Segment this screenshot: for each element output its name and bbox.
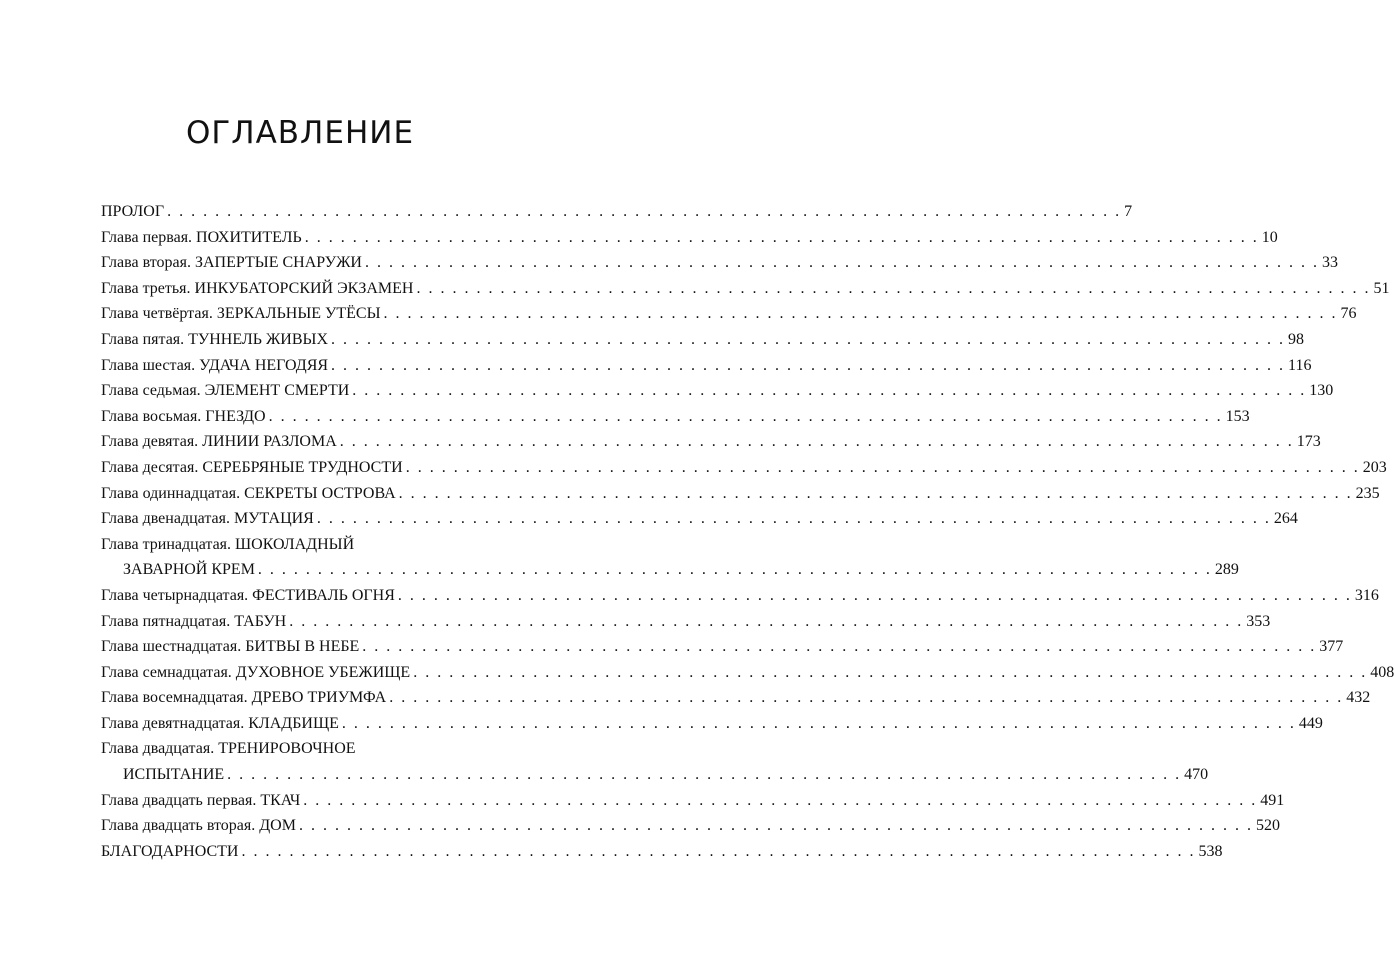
toc-entry-page-number: 353 [1246,612,1271,630]
dot-leader: . . . . . . . . . . . . . . . . . . . . . . . . . . . . . . . . . . . . . . . . . . . . . . . . . . . . . . . . . . . . . . . . . . . . . . . . . . . . . . . . [268,407,1223,425]
toc-entry-label-continued: ЗАВАРНОЙ КРЕМ [123,561,255,579]
dot-leader: . . . . . . . . . . . . . . . . . . . . . . . . . . . . . . . . . . . . . . . . . . . . . . . . . . . . . . . . . . . . . . . . . . . . . . . . . . . . . . . . [383,305,1338,323]
toc-entry-page-number: 264 [1273,510,1298,528]
toc-entry-page-number: 33 [1321,254,1338,272]
toc-entry-page-number: 10 [1261,228,1278,246]
dot-leader: . . . . . . . . . . . . . . . . . . . . . . . . . . . . . . . . . . . . . . . . . . . . . . . . . . . . . . . . . . . . . . . . . . . . . . . . . . . . . . . . [298,817,1253,835]
dot-leader: . . . . . . . . . . . . . . . . . . . . . . . . . . . . . . . . . . . . . . . . . . . . . . . . . . . . . . . . . . . . . . . . . . . . . . . . . . . . . . . . [257,561,1212,579]
toc-entry [101,250,1338,276]
dot-leader: . . . . . . . . . . . . . . . . . . . . . . . . . . . . . . . . . . . . . . . . . . . . . . . . . . . . . . . . . . . . . . . . . . . . . . . . . . . . . . . . [167,203,1122,220]
toc-entry-page-number: 432 [1346,689,1371,707]
toc-entry [101,660,1394,686]
toc-entry [101,429,1321,455]
toc-entry [101,634,1344,660]
toc-entry-label: Глава первая. ПОХИТИТЕЛЬ [101,228,302,246]
toc-entry-label: Глава двадцатая. ТРЕНИРОВОЧНОЕ [101,740,356,758]
toc-entry-label: Глава пятая. ТУННЕЛЬ ЖИВЫХ [101,330,329,348]
toc-entry [101,736,1209,787]
toc-entry-page-number: 76 [1340,305,1357,323]
toc-entry [101,199,1133,225]
toc-entry-page-number: 51 [1373,279,1390,297]
toc-entry-page-number: 377 [1319,638,1344,656]
toc-entry-label: Глава третья. ИНКУБАТОРСКИЙ ЭКЗАМЕН [101,279,414,297]
toc-entry-label: Глава четвёртая. ЗЕРКАЛЬНЫЕ УТЁСЫ [101,305,381,323]
dot-leader: . . . . . . . . . . . . . . . . . . . . . . . . . . . . . . . . . . . . . . . . . . . . . . . . . . . . . . . . . . . . . . . . . . . . . . . . . . . . . . . . [339,433,1294,451]
dot-leader: . . . . . . . . . . . . . . . . . . . . . . . . . . . . . . . . . . . . . . . . . . . . . . . . . . . . . . . . . . . . . . . . . . . . . . . . . . . . . . . . [316,510,1271,528]
toc-entry-page-number: 520 [1255,817,1280,835]
toc-entry [101,404,1250,430]
toc-entry-label: Глава пятнадцатая. ТАБУН [101,612,287,630]
toc-entry-label: Глава одиннадцатая. СЕКРЕТЫ ОСТРОВА [101,484,396,502]
toc-entry-label-continued: ИСПЫТАНИЕ [123,766,225,784]
toc-entry-label: Глава восьмая. ГНЕЗДО [101,407,266,425]
toc-entry [101,839,1223,865]
toc-entry-page-number: 235 [1355,484,1380,502]
page-title: ОГЛАВЛЕНИЕ [185,115,415,151]
toc-entry-label: Глава четырнадцатая. ФЕСТИВАЛЬ ОГНЯ [101,586,395,604]
dot-leader: . . . . . . . . . . . . . . . . . . . . . . . . . . . . . . . . . . . . . . . . . . . . . . . . . . . . . . . . . . . . . . . . . . . . . . . . . . . . . . . . [304,228,1259,246]
dot-leader: . . . . . . . . . . . . . . . . . . . . . . . . . . . . . . . . . . . . . . . . . . . . . . . . . . . . . . . . . . . . . . . . . . . . . . . . . . . . . . . . [303,791,1258,809]
toc-entry-page-number: 538 [1198,842,1223,860]
toc-entry-page-number: 130 [1309,382,1334,400]
toc-entry-label: Глава седьмая. ЭЛЕМЕНТ СМЕРТИ [101,382,350,400]
toc-entry [101,378,1334,404]
toc-entry-label: Глава шестнадцатая. БИТВЫ В НЕБЕ [101,638,360,656]
toc-list [101,199,1394,864]
toc-entry [101,455,1387,481]
dot-leader: . . . . . . . . . . . . . . . . . . . . . . . . . . . . . . . . . . . . . . . . . . . . . . . . . . . . . . . . . . . . . . . . . . . . . . . . . . . . . . . . [331,330,1286,348]
toc-entry-label: Глава тринадцатая. ШОКОЛАДНЫЙ [101,535,355,553]
dot-leader: . . . . . . . . . . . . . . . . . . . . . . . . . . . . . . . . . . . . . . . . . . . . . . . . . . . . . . . . . . . . . . . . . . . . . . . . . . . . . . . . [405,458,1360,476]
dot-leader: . . . . . . . . . . . . . . . . . . . . . . . . . . . . . . . . . . . . . . . . . . . . . . . . . . . . . . . . . . . . . . . . . . . . . . . . . . . . . . . . [389,689,1344,707]
dot-leader: . . . . . . . . . . . . . . . . . . . . . . . . . . . . . . . . . . . . . . . . . . . . . . . . . . . . . . . . . . . . . . . . . . . . . . . . . . . . . . . . [362,638,1317,656]
toc-entry [101,532,1239,583]
toc-entry [101,225,1278,251]
toc-entry-page-number: 491 [1260,791,1285,809]
toc-entry-label: Глава восемнадцатая. ДРЕВО ТРИУМФА [101,689,387,707]
toc-entry-page-number: 408 [1370,663,1394,681]
toc-entry [101,609,1271,635]
toc-entry [101,711,1323,737]
toc-entry-page-number: 203 [1362,458,1387,476]
toc-entry [101,353,1312,379]
toc-entry-label: Глава семнадцатая. ДУХОВНОЕ УБЕЖИЩЕ [101,663,411,681]
dot-leader: . . . . . . . . . . . . . . . . . . . . . . . . . . . . . . . . . . . . . . . . . . . . . . . . . . . . . . . . . . . . . . . . . . . . . . . . . . . . . . . . [227,766,1182,784]
toc-entry [101,788,1285,814]
toc-entry-page-number: 173 [1296,433,1321,451]
toc-entry [101,276,1390,302]
toc-entry-page-number: 316 [1354,586,1379,604]
dot-leader: . . . . . . . . . . . . . . . . . . . . . . . . . . . . . . . . . . . . . . . . . . . . . . . . . . . . . . . . . . . . . . . . . . . . . . . . . . . . . . . . [341,714,1296,732]
toc-entry-page-number: 449 [1298,714,1323,732]
toc-entry-label: БЛАГОДАРНОСТИ [101,842,239,860]
dot-leader: . . . . . . . . . . . . . . . . . . . . . . . . . . . . . . . . . . . . . . . . . . . . . . . . . . . . . . . . . . . . . . . . . . . . . . . . . . . . . . . . [397,586,1352,604]
toc-entry-page-number: 470 [1184,766,1209,784]
toc-entry-page-number: 116 [1288,356,1312,374]
toc-entry [101,301,1357,327]
toc-entry-label: Глава вторая. ЗАПЕРТЫЕ СНАРУЖИ [101,254,362,272]
toc-entry [101,481,1380,507]
toc-entry-page-number: 7 [1124,203,1133,220]
toc-entry-label: Глава девятая. ЛИНИИ РАЗЛОМА [101,433,337,451]
toc-entry [101,583,1379,609]
dot-leader: . . . . . . . . . . . . . . . . . . . . . . . . . . . . . . . . . . . . . . . . . . . . . . . . . . . . . . . . . . . . . . . . . . . . . . . . . . . . . . . . [331,356,1286,374]
dot-leader: . . . . . . . . . . . . . . . . . . . . . . . . . . . . . . . . . . . . . . . . . . . . . . . . . . . . . . . . . . . . . . . . . . . . . . . . . . . . . . . . [416,279,1371,297]
toc-entry-label: ПРОЛОГ [101,203,165,220]
toc-entry-label: Глава шестая. УДАЧА НЕГОДЯЯ [101,356,329,374]
dot-leader: . . . . . . . . . . . . . . . . . . . . . . . . . . . . . . . . . . . . . . . . . . . . . . . . . . . . . . . . . . . . . . . . . . . . . . . . . . . . . . . . [241,842,1196,860]
dot-leader: . . . . . . . . . . . . . . . . . . . . . . . . . . . . . . . . . . . . . . . . . . . . . . . . . . . . . . . . . . . . . . . . . . . . . . . . . . . . . . . . [413,663,1368,681]
toc-entry-page-number: 153 [1225,407,1250,425]
toc-entry [101,813,1280,839]
toc-entry-label: Глава десятая. СЕРЕБРЯНЫЕ ТРУДНОСТИ [101,458,403,476]
toc-entry [101,327,1305,353]
toc-entry [101,685,1371,711]
toc-entry-page-number: 98 [1288,330,1305,348]
toc-entry-label: Глава двадцать вторая. ДОМ [101,817,296,835]
dot-leader: . . . . . . . . . . . . . . . . . . . . . . . . . . . . . . . . . . . . . . . . . . . . . . . . . . . . . . . . . . . . . . . . . . . . . . . . . . . . . . . . [289,612,1244,630]
toc-entry-label: Глава двенадцатая. МУТАЦИЯ [101,510,314,528]
toc-entry [101,506,1298,532]
toc-entry-label: Глава двадцать первая. ТКАЧ [101,791,301,809]
dot-leader: . . . . . . . . . . . . . . . . . . . . . . . . . . . . . . . . . . . . . . . . . . . . . . . . . . . . . . . . . . . . . . . . . . . . . . . . . . . . . . . . [364,254,1319,272]
dot-leader: . . . . . . . . . . . . . . . . . . . . . . . . . . . . . . . . . . . . . . . . . . . . . . . . . . . . . . . . . . . . . . . . . . . . . . . . . . . . . . . . [352,382,1307,400]
toc-entry-label: Глава девятнадцатая. КЛАДБИЩЕ [101,714,339,732]
toc-entry-page-number: 289 [1214,561,1239,579]
dot-leader: . . . . . . . . . . . . . . . . . . . . . . . . . . . . . . . . . . . . . . . . . . . . . . . . . . . . . . . . . . . . . . . . . . . . . . . . . . . . . . . . [398,484,1353,502]
